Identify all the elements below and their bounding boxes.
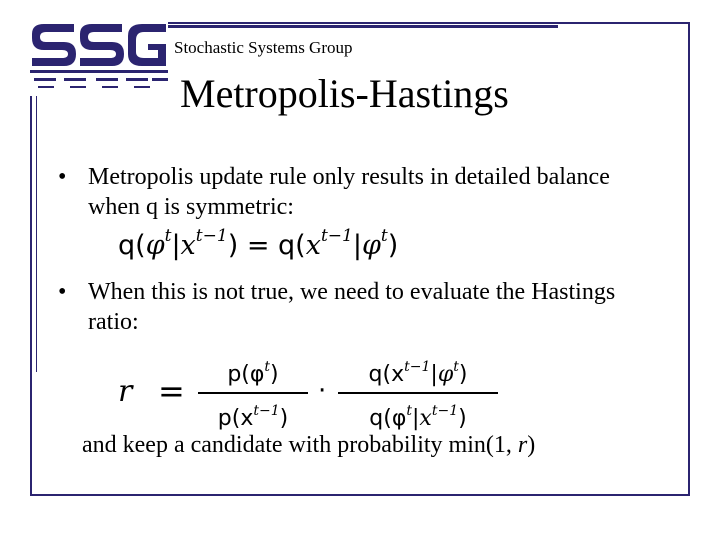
hastings-ratio-equation: r = $p(\varphi^t)$ $p(x^{t-1})$ · $q(x^{t-1}|\varphi^t)$ $q(\varphi^t|x^{t-1})$ (118, 352, 498, 428)
frame-top-line (168, 22, 690, 24)
group-name: Stochastic Systems Group (174, 38, 353, 57)
bullet-marker: • (58, 164, 67, 190)
bullet-marker: • (58, 279, 67, 305)
frame-left-line (30, 96, 32, 496)
fraction-1: $p(\varphi^t)$ $p(x^{t-1})$ (198, 352, 308, 434)
bullet-1 (58, 162, 658, 224)
ssg-logo (30, 22, 170, 102)
frame-left-inner-line (36, 96, 37, 372)
closing-text: and keep a candidate with probability min(1, r) (82, 432, 536, 458)
frame-right-line (688, 22, 690, 496)
bullet-2 (58, 277, 658, 339)
frame-bottom-line (30, 494, 690, 496)
fraction-2: $q(x^{t-1}|\varphi^t)$ $q(\varphi^t|x^{t-1})$ (338, 352, 498, 434)
bullet-text: Metropolis update rule only results in detailed balance when q is symmetric: (88, 164, 610, 220)
symmetry-equation: $q(\varphi^t|x^{t-1}) = q(x^{t-1}|\varphi^t)$ (118, 226, 399, 261)
bullet-text: When this is not true, we need to evaluate the Hastings ratio: (88, 279, 616, 335)
slide-title: Metropolis-Hastings (180, 71, 509, 116)
header-rule (168, 25, 558, 28)
